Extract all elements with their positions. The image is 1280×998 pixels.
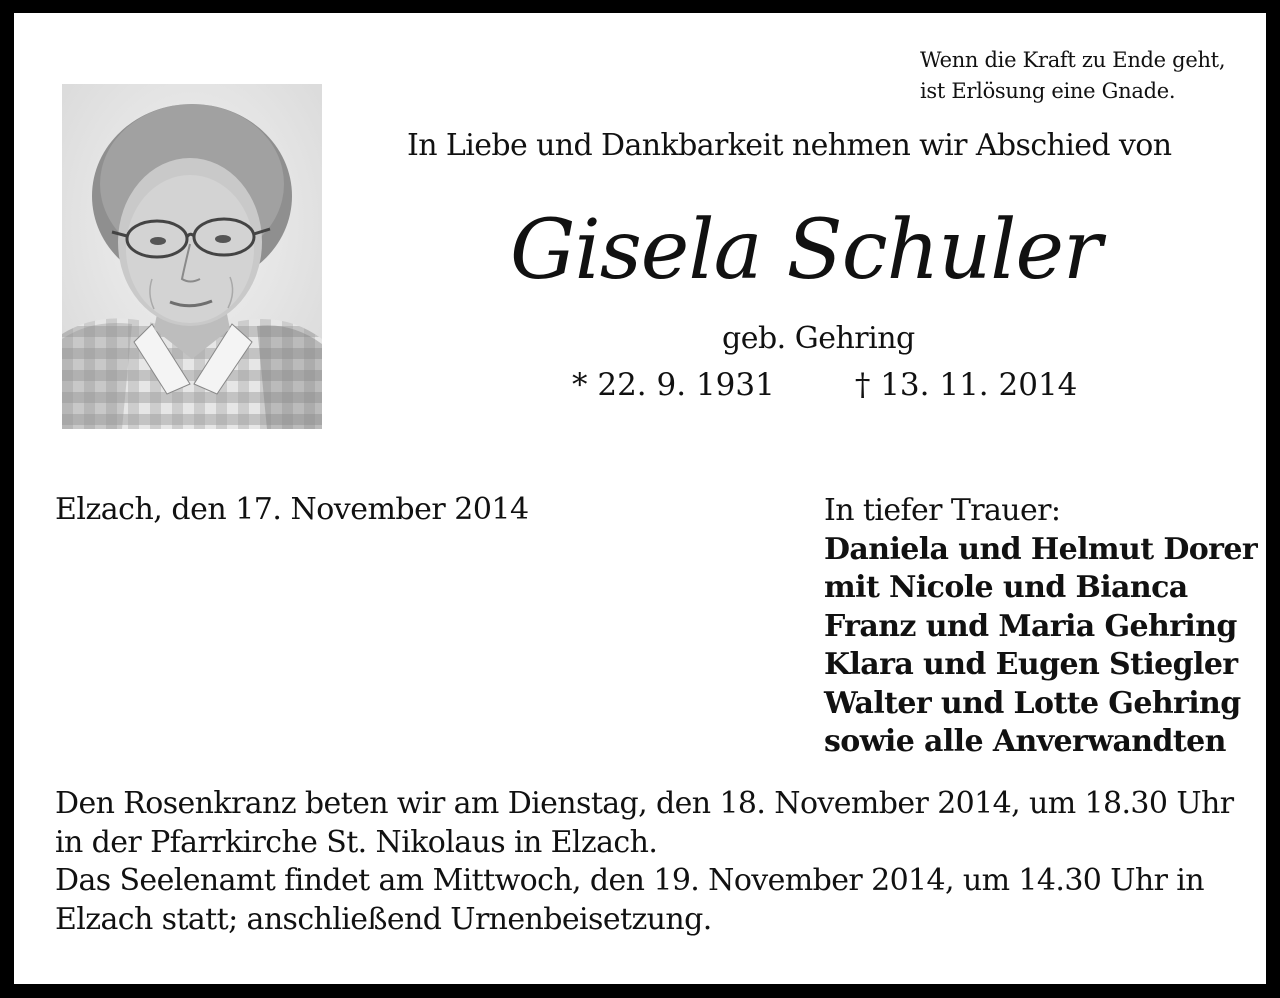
life-dates	[572, 367, 1077, 403]
mourner-line: Walter und Lotte Gehring	[824, 685, 1241, 721]
mourner-line: mit Nicole und Bianca	[824, 570, 1188, 605]
portrait-photo	[62, 84, 322, 429]
mourner-line: Daniela und Helmut Dorer	[824, 531, 1258, 567]
death-date: † 13. 11. 2014	[854, 367, 1078, 403]
mourner-line: Klara und Eugen Stiegler	[824, 647, 1238, 682]
obituary-notice	[14, 13, 1266, 984]
mourner-line: Franz und Maria Gehring	[824, 608, 1237, 644]
birth-date: * 22. 9. 1931	[572, 367, 775, 403]
intro-line: In Liebe und Dankbarkeit nehmen wir Abschied von	[407, 128, 1172, 163]
info-line: in der Pfarrkirche St. Nikolaus in Elzach.	[55, 824, 658, 860]
info-line: Elzach statt; anschließend Urnenbeisetzung.	[55, 901, 712, 937]
place-and-date: Elzach, den 17. November 2014	[55, 492, 529, 527]
info-line: Den Rosenkranz beten wir am Dienstag, den 18. November 2014, um 18.30 Uhr	[55, 786, 1234, 821]
info-line: Das Seelenamt findet am Mittwoch, den 19. November 2014, um 14.30 Uhr in	[55, 863, 1205, 898]
maiden-name: geb. Gehring	[722, 321, 915, 356]
motto	[920, 45, 1225, 107]
motto-line-1: Wenn die Kraft zu Ende geht,	[920, 48, 1226, 72]
deceased-name: Gisela Schuler	[510, 203, 1102, 298]
mourners-heading: In tiefer Trauer:	[824, 493, 1061, 528]
mourner-line: sowie alle Anverwandten	[824, 724, 1226, 759]
mourners-block	[824, 492, 1257, 762]
motto-line-2: ist Erlösung eine Gnade.	[920, 79, 1176, 103]
service-information	[55, 785, 1245, 939]
portrait-image	[62, 84, 322, 429]
